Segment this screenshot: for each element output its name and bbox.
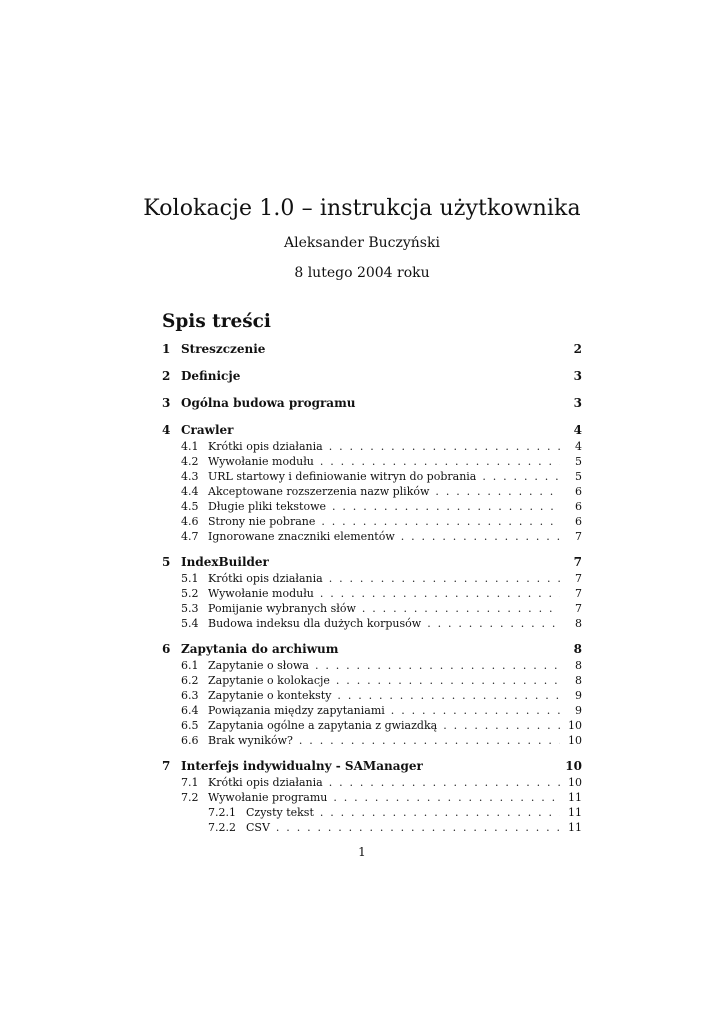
toc-section-entry[interactable] (162, 394, 582, 412)
toc-section-page: 8 (573, 642, 582, 656)
toc-section-number: 3 (162, 396, 171, 410)
toc-section (162, 340, 582, 358)
toc-heading: Spis treści (162, 311, 271, 332)
toc-leader-dots (299, 733, 560, 748)
toc-subsection-entry[interactable] (162, 658, 582, 673)
toc-entry-label: Krótki opis działania (208, 776, 323, 789)
toc-entry-label: Krótki opis działania (208, 572, 323, 585)
toc-entry-number: 4.5 (181, 500, 199, 513)
toc-subsection-entry[interactable] (162, 529, 582, 544)
toc-entry-label: URL startowy i definiowanie witryn do pobrania (208, 470, 477, 483)
toc-entry-number: 6.1 (181, 659, 199, 672)
toc-entry-number: 4.1 (181, 440, 199, 453)
toc-entry-page: 11 (568, 821, 582, 834)
toc-entry-page: 7 (575, 572, 582, 585)
toc-section-label: IndexBuilder (181, 555, 269, 569)
toc-subsection-entry[interactable] (162, 514, 582, 529)
toc-leader-dots (320, 805, 560, 820)
toc-entry-label: Wywołanie modułu (208, 455, 314, 468)
toc-entry-label: Zapytanie o konteksty (208, 689, 332, 702)
toc-entry-page: 6 (575, 500, 582, 513)
toc-entry-page: 7 (575, 602, 582, 615)
toc-leader-dots (337, 688, 560, 703)
toc-leader-dots (443, 718, 560, 733)
toc-entry-label: Brak wyników? (208, 734, 293, 747)
toc-section-label: Zapytania do archiwum (181, 642, 339, 656)
toc-subsubsection-entry[interactable] (162, 820, 582, 835)
toc-entry-number: 4.4 (181, 485, 199, 498)
toc-section-entry[interactable] (162, 553, 582, 571)
toc-leader-dots (321, 514, 560, 529)
toc-entry-number: 5.4 (181, 617, 199, 630)
toc-entry-label: Akceptowane rozszerzenia nazw plików (208, 485, 430, 498)
toc-subsection-entry[interactable] (162, 718, 582, 733)
toc-entry-page: 7 (575, 530, 582, 543)
toc-entry-page: 9 (575, 704, 582, 717)
toc-leader-dots (320, 454, 560, 469)
toc-section-label: Ogólna budowa programu (181, 396, 356, 410)
toc-entry-page: 10 (568, 776, 582, 789)
toc-leader-dots (320, 586, 560, 601)
toc-leader-dots (401, 529, 560, 544)
toc-subsection-entry[interactable] (162, 601, 582, 616)
toc-section-page: 7 (573, 555, 582, 569)
toc-section-page: 10 (565, 759, 582, 773)
toc-entry-number: 6.4 (181, 704, 199, 717)
toc-entry-page: 7 (575, 587, 582, 600)
toc-section-page: 2 (573, 342, 582, 356)
toc-leader-dots (329, 775, 560, 790)
toc-entry-label: CSV (246, 821, 270, 834)
toc-entry-page: 8 (575, 674, 582, 687)
toc-section-number: 1 (162, 342, 171, 356)
toc-entry-number: 4.3 (181, 470, 199, 483)
toc-entry-number: 5.3 (181, 602, 199, 615)
document-date: 8 lutego 2004 roku (294, 265, 430, 281)
toc-entry-number: 7.1 (181, 776, 199, 789)
toc-entry-number: 6.3 (181, 689, 199, 702)
toc-section-label: Crawler (181, 423, 234, 437)
toc-section-number: 2 (162, 369, 171, 383)
toc-entry-page: 11 (568, 806, 582, 819)
toc-entry-page: 10 (568, 734, 582, 747)
toc-subsection-entry[interactable] (162, 673, 582, 688)
toc-entry-label: Ignorowane znaczniki elementów (208, 530, 395, 543)
toc-entry-number: 6.6 (181, 734, 199, 747)
toc-leader-dots (435, 484, 560, 499)
toc-entry-number: 5.1 (181, 572, 199, 585)
toc-subsection-entry[interactable] (162, 616, 582, 631)
toc-entry-page: 5 (575, 455, 582, 468)
toc-entry-page: 6 (575, 515, 582, 528)
document-title: Kolokacje 1.0 – instrukcja użytkownika (143, 196, 581, 221)
toc-entry-page: 8 (575, 617, 582, 630)
toc-section (162, 757, 582, 835)
toc-leader-dots (329, 439, 560, 454)
toc-subsection-entry[interactable] (162, 439, 582, 454)
toc-entry-number: 7.2.1 (208, 806, 236, 819)
toc-subsection-entry[interactable] (162, 499, 582, 514)
toc-section-page: 3 (573, 369, 582, 383)
document-author: Aleksander Buczyński (284, 235, 440, 251)
toc-entry-label: Powiązania między zapytaniami (208, 704, 385, 717)
toc-section-entry[interactable] (162, 367, 582, 385)
toc-section-label: Definicje (181, 369, 241, 383)
toc-subsection-entry[interactable] (162, 484, 582, 499)
toc-entry-number: 7.2.2 (208, 821, 236, 834)
toc-entry-number: 7.2 (181, 791, 199, 804)
toc-section (162, 553, 582, 631)
toc-section-label: Streszczenie (181, 342, 266, 356)
toc-entry-page: 4 (575, 440, 582, 453)
toc-leader-dots (362, 601, 560, 616)
toc-subsection-entry[interactable] (162, 790, 582, 805)
toc-subsection-entry[interactable] (162, 733, 582, 748)
toc-entry-label: Krótki opis działania (208, 440, 323, 453)
toc-leader-dots (315, 658, 560, 673)
toc-section-entry[interactable] (162, 757, 582, 775)
toc-leader-dots (427, 616, 560, 631)
toc-entry-label: Budowa indeksu dla dużych korpusów (208, 617, 422, 630)
toc-subsubsection-entry[interactable] (162, 805, 582, 820)
toc-leader-dots (391, 703, 560, 718)
toc-section-number: 4 (162, 423, 171, 437)
toc-subsection-entry[interactable] (162, 571, 582, 586)
toc-entry-number: 4.2 (181, 455, 199, 468)
toc-section (162, 394, 582, 412)
table-of-contents (162, 340, 582, 835)
toc-section-entry[interactable] (162, 421, 582, 439)
toc-subsection-entry[interactable] (162, 454, 582, 469)
toc-entry-page: 8 (575, 659, 582, 672)
toc-entry-label: Zapytanie o kolokacje (208, 674, 330, 687)
toc-entry-number: 6.2 (181, 674, 199, 687)
toc-entry-label: Zapytania ogólne a zapytania z gwiazdką (208, 719, 438, 732)
toc-section-number: 7 (162, 759, 171, 773)
toc-leader-dots (336, 673, 560, 688)
toc-entry-page: 6 (575, 485, 582, 498)
toc-entry-label: Wywołanie programu (208, 791, 328, 804)
toc-entry-label: Wywołanie modułu (208, 587, 314, 600)
page-number: 1 (358, 845, 366, 859)
toc-entry-number: 4.6 (181, 515, 199, 528)
toc-section-entry[interactable] (162, 640, 582, 658)
toc-entry-label: Czysty tekst (246, 806, 314, 819)
toc-leader-dots (276, 820, 560, 835)
toc-entry-page: 5 (575, 470, 582, 483)
toc-section-page: 4 (573, 423, 582, 437)
toc-leader-dots (333, 790, 560, 805)
toc-entry-label: Strony nie pobrane (208, 515, 316, 528)
toc-subsection-entry[interactable] (162, 586, 582, 601)
toc-section-number: 6 (162, 642, 171, 656)
toc-subsection-entry[interactable] (162, 688, 582, 703)
toc-section-label: Interfejs indywidualny - SAManager (181, 759, 423, 773)
toc-subsection-entry[interactable] (162, 703, 582, 718)
toc-entry-number: 4.7 (181, 530, 199, 543)
toc-entry-page: 10 (568, 719, 582, 732)
toc-section (162, 421, 582, 544)
toc-leader-dots (332, 499, 560, 514)
toc-subsection-entry[interactable] (162, 775, 582, 790)
toc-entry-label: Długie pliki tekstowe (208, 500, 327, 513)
toc-section-entry[interactable] (162, 340, 582, 358)
toc-entry-number: 6.5 (181, 719, 199, 732)
toc-entry-number: 5.2 (181, 587, 199, 600)
toc-section (162, 367, 582, 385)
toc-entry-page: 11 (568, 791, 582, 804)
toc-leader-dots (482, 469, 560, 484)
toc-entry-label: Zapytanie o słowa (208, 659, 309, 672)
toc-subsection-entry[interactable] (162, 469, 582, 484)
toc-entry-page: 9 (575, 689, 582, 702)
toc-section-page: 3 (573, 396, 582, 410)
toc-section (162, 640, 582, 748)
toc-leader-dots (329, 571, 560, 586)
toc-entry-label: Pomijanie wybranych słów (208, 602, 356, 615)
toc-section-number: 5 (162, 555, 171, 569)
